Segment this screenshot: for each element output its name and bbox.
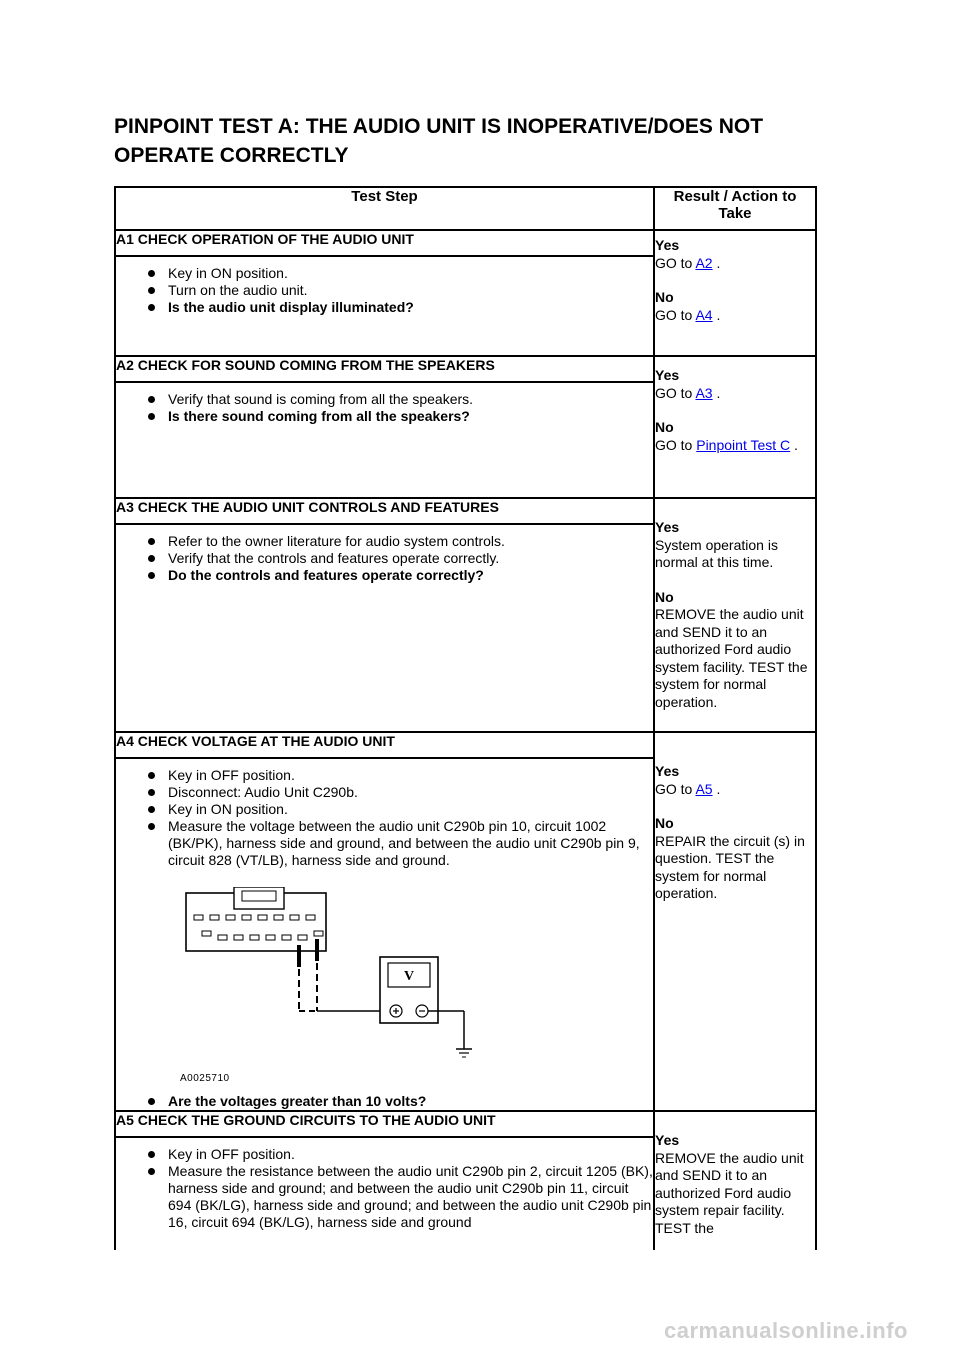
step-a2-yes-action (655, 385, 815, 403)
table-header-row (115, 187, 816, 230)
list-item: Key in ON position. (146, 265, 653, 282)
voltage-test-diagram (172, 887, 492, 1087)
step-a4-no-label: No (655, 815, 674, 831)
step-a2-yes-suffix: . (712, 384, 721, 401)
step-a1-question: Is the audio unit display illuminated? (146, 299, 653, 316)
connector-meter-illustration (172, 887, 492, 1073)
step-a3-no-text: REMOVE the audio unit and SEND it to an authorized Ford audio system facility. TEST the system for normal operation. (655, 606, 808, 710)
step-a3-result (654, 498, 816, 732)
step-a2-no-suffix: . (790, 436, 798, 453)
step-a1-no-action (655, 307, 815, 325)
step-a5-heading: A5 CHECK THE GROUND CIRCUITS TO THE AUDIO UNIT (115, 1111, 654, 1137)
step-a3-yes-text: System operation is normal at this time. (655, 536, 778, 570)
footer-watermark: carmanualsonline.info (664, 1318, 908, 1343)
list-item: Key in OFF position. (146, 1146, 653, 1163)
link-a3[interactable]: A3 (695, 384, 713, 401)
step-a1-heading-row (115, 230, 816, 256)
step-a4-heading: A4 CHECK VOLTAGE AT THE AUDIO UNIT (115, 732, 654, 758)
step-a3-heading: A3 CHECK THE AUDIO UNIT CONTROLS AND FEATURES (115, 498, 654, 524)
step-a2-heading: A2 CHECK FOR SOUND COMING FROM THE SPEAKERS (115, 356, 654, 382)
list-item: Measure the voltage between the audio unit C290b pin 10, circuit 1002 (BK/PK), harness side and ground, and between the audio unit C290b pin 9, circuit 828 (VT/LB), harness side and ground. (146, 818, 653, 869)
step-a1-yes-action (655, 255, 815, 273)
step-a3-body (115, 524, 654, 732)
figure-id: A0025710 (180, 1073, 230, 1084)
step-a2-no-label: No (655, 419, 674, 435)
step-a2-question: Is there sound coming from all the speakers? (146, 408, 653, 425)
step-a1-yes-label: Yes (655, 237, 680, 253)
step-a2-yes-prefix: GO to (655, 384, 696, 401)
step-a1-yes-prefix: GO to (655, 254, 696, 271)
meter-symbol: V (403, 969, 415, 984)
step-a2-yes-label: Yes (655, 367, 680, 383)
link-a5[interactable]: A5 (695, 780, 713, 797)
step-a3-question: Do the controls and features operate correctly? (146, 567, 653, 584)
step-a4-no-text: REPAIR the circuit (s) in question. TEST the system for normal operation. (655, 832, 805, 901)
step-a4-yes-label: Yes (655, 763, 680, 779)
list-item: Disconnect: Audio Unit C290b. (146, 784, 653, 801)
step-a5-body (115, 1137, 654, 1250)
step-a1-no-suffix: . (712, 306, 721, 323)
step-a5-yes-text: REMOVE the audio unit and SEND it to an authorized Ford audio system repair facility. TEST the (655, 1149, 804, 1236)
step-a3-no-label: No (655, 588, 674, 605)
step-a2-body (115, 382, 654, 498)
step-a2-no-prefix: GO to (655, 436, 697, 453)
step-a1-body (115, 256, 654, 356)
list-item: Turn on the audio unit. (146, 282, 653, 299)
list-item: Key in OFF position. (146, 767, 653, 784)
step-a5-yes-label: Yes (655, 1132, 680, 1148)
link-a4[interactable]: A4 (695, 306, 713, 323)
step-a4-yes-suffix: . (712, 780, 721, 797)
link-a2[interactable]: A2 (695, 254, 713, 271)
step-a1-no-prefix: GO to (655, 306, 696, 323)
step-a1-result (654, 230, 816, 356)
step-a3-yes-label: Yes (655, 519, 680, 535)
step-a4-body (115, 758, 654, 1111)
link-pinpoint-test-c[interactable]: Pinpoint Test C (696, 436, 791, 453)
list-item: Key in ON position. (146, 801, 653, 818)
page-title: PINPOINT TEST A: THE AUDIO UNIT IS INOPERATIVE/DOES NOT OPERATE CORRECTLY (114, 115, 764, 167)
step-a3-heading-row (115, 498, 816, 524)
pinpoint-test-table (114, 186, 817, 1250)
step-a1-no-label: No (655, 289, 674, 305)
header-result-action: Result / Action to Take (654, 187, 816, 230)
step-a4-result (654, 732, 816, 1111)
step-a4-heading-row (115, 732, 816, 758)
list-item: Verify that the controls and features operate correctly. (146, 550, 653, 567)
step-a5-result (654, 1111, 816, 1250)
step-a1-heading: A1 CHECK OPERATION OF THE AUDIO UNIT (115, 230, 654, 256)
step-a2-heading-row (115, 356, 816, 382)
step-a4-question: Are the voltages greater than 10 volts? (146, 1093, 653, 1110)
header-test-step: Test Step (115, 187, 654, 230)
list-item: Measure the resistance between the audio unit C290b pin 2, circuit 1205 (BK), harness side and ground; and between the audio unit C290b pin 11, circuit 694 (BK/LG), harness side and ground; and between the audio unit C290b pin 16, circuit 694 (BK/LG), harness side and ground (146, 1163, 653, 1231)
step-a2-result (654, 356, 816, 498)
step-a5-heading-row (115, 1111, 816, 1137)
step-a1-yes-suffix: . (712, 254, 721, 271)
list-item: Refer to the owner literature for audio system controls. (146, 533, 653, 550)
list-item: Verify that sound is coming from all the speakers. (146, 391, 653, 408)
step-a2-no-action (655, 437, 815, 455)
step-a4-yes-action (655, 781, 815, 799)
step-a4-yes-prefix: GO to (655, 780, 696, 797)
